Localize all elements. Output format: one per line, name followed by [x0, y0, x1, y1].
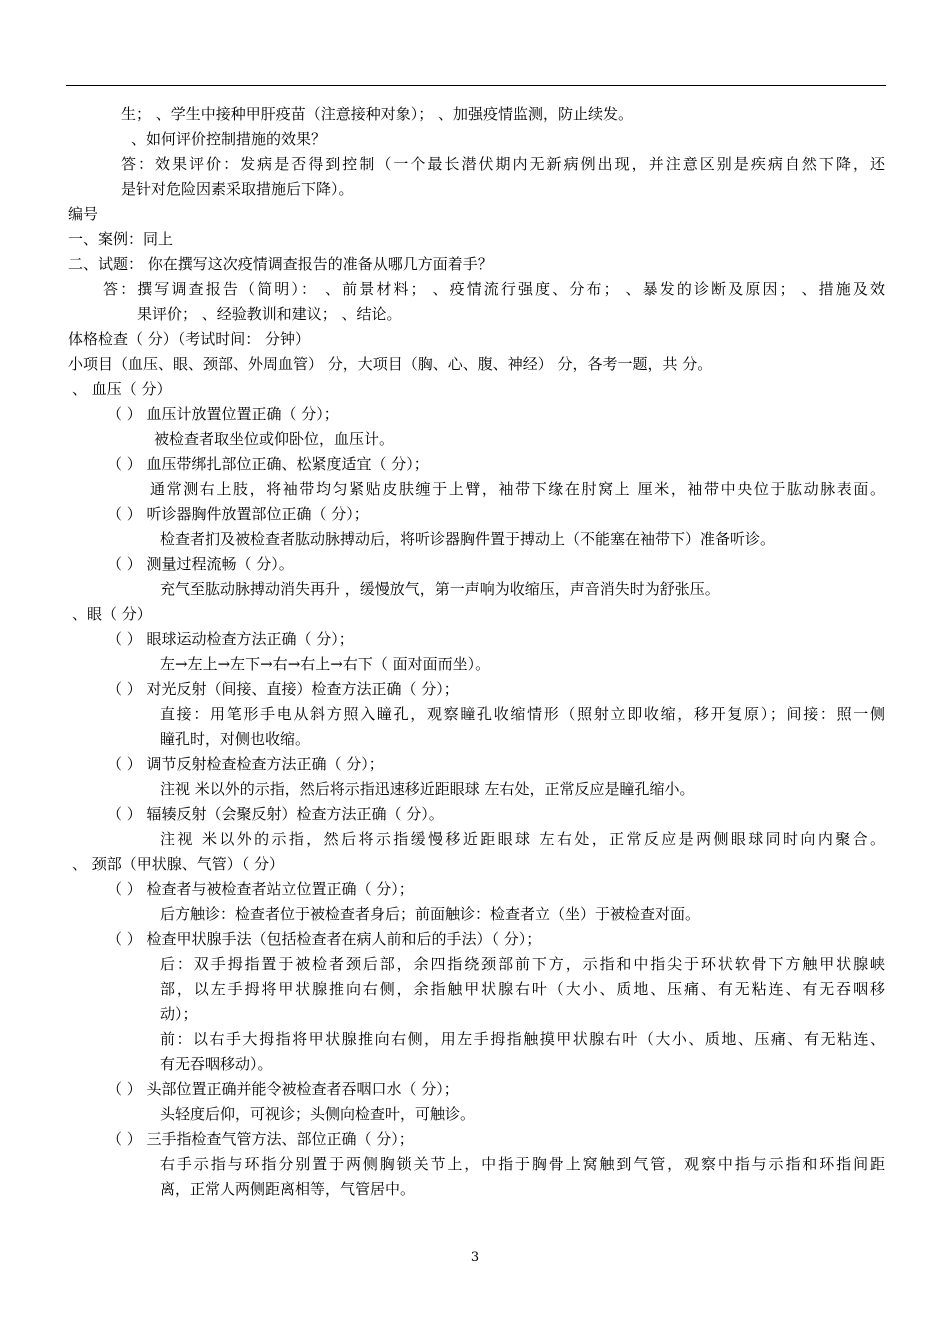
text-line: （ ） 辐辏反射（会聚反射）检查方法正确（ 分）。: [107, 805, 444, 823]
text-line: 瞳孔时，对侧也收缩。: [160, 730, 311, 748]
text-line: 充气至肱动脉搏动消失再升 ，缓慢放气，第一声响为收缩压，声音消失时为舒张压。: [160, 580, 720, 598]
text-line: 注视 米以外的示指，然后将示指迅速移近距眼球 左右处，正常反应是瞳孔缩小。: [160, 780, 695, 798]
text-line: 编号: [68, 205, 99, 223]
text-line: （ ） 血压带绑扎部位正确、松紧度适宜（ 分）；: [107, 455, 429, 473]
text-line: 直接：用笔形手电从斜方照入瞳孔，观察瞳孔收缩情形（照射立即收缩，移开复原）；间接：照一侧: [160, 705, 885, 723]
text-line: 二、试题： 你在撰写这次疫情调查报告的准备从哪几方面着手？: [68, 255, 493, 273]
text-line: 右手示指与环指分别置于两侧胸锁关节上，中指于胸骨上窝触到气管，观察中指与示指和环指间距: [160, 1155, 885, 1173]
text-line: （ ） 对光反射（间接、直接）检查方法正确（ 分）；: [107, 680, 459, 698]
text-line: 、眼（ 分）: [72, 605, 152, 623]
text-line: 后：双手拇指置于被检者颈后部，余四指绕颈部前下方，示指和中指尖于环状软骨下方触甲状腺峡: [160, 955, 885, 973]
text-line: 生； 、学生中接种甲肝疫苗（注意接种对象）； 、加强疫情监测，防止续发。: [121, 105, 634, 123]
text-line: （ ） 检查甲状腺手法（包括检查者在病人前和后的手法）（ 分）；: [107, 930, 542, 948]
text-line: 、如何评价控制措施的效果？: [131, 130, 327, 148]
text-line: 答：撰写调查报告（简明）： 、前景材料； 、疫情流行强度、分布； 、暴发的诊断及原因； 、措施及效: [103, 280, 885, 298]
text-line: 离，正常人两侧距离相等，气管居中。: [160, 1180, 416, 1198]
text-line: 是针对危险因素采取措施后下降）。: [121, 180, 354, 198]
text-line: （ ） 眼球运动检查方法正确（ 分）；: [107, 630, 354, 648]
text-line: 注视 米以外的示指，然后将示指缓慢移近距眼球 左右处，正常反应是两侧眼球同时向内聚合。: [160, 830, 885, 848]
text-line: 、 颈部（甲状腺、气管）（ 分）: [72, 855, 285, 873]
text-line: 通常测右上肢，将袖带均匀紧贴皮肤缠于上臂，袖带下缘在肘窝上 厘米，袖带中央位于肱动脉表面。: [150, 480, 885, 498]
text-line: 左→左上→左下→右→右上→右下（ 面对面而坐）。: [160, 655, 491, 673]
text-line: 小项目（血压、眼、颈部、外周血管） 分，大项目（胸、心、腹、神经） 分，各考一题，共 分。: [68, 355, 713, 373]
text-line: （ ） 血压计放置位置正确（ 分）；: [107, 405, 339, 423]
text-line: （ ） 三手指检查气管方法、部位正确（ 分）；: [107, 1130, 414, 1148]
text-line: 前：以右手大拇指将甲状腺推向右侧，用左手拇指触摸甲状腺右叶（大小、质地、压痛、有无粘连、: [160, 1030, 885, 1048]
text-line: （ ） 测量过程流畅（ 分）。: [107, 555, 294, 573]
text-line: 部，以左手拇将甲状腺推向右侧，余指触甲状腺右叶（大小、质地、压痛、有无粘连、有无吞咽移: [160, 980, 885, 998]
text-line: （ ） 检查者与被检查者站立位置正确（ 分）；: [107, 880, 414, 898]
text-line: 答：效果评价：发病是否得到控制（一个最长潜伏期内无新病例出现，并注意区别是疾病自然下降，还: [121, 155, 885, 173]
text-line: 有无吞咽移动）。: [160, 1055, 273, 1073]
text-line: 、 血压（ 分）: [72, 380, 172, 398]
header-rule: [66, 85, 886, 86]
text-line: （ ） 头部位置正确并能令被检查者吞咽口水（ 分）；: [107, 1080, 459, 1098]
text-line: 一、案例：同上: [68, 230, 174, 248]
text-line: 动）；: [160, 1005, 198, 1023]
text-line: 检查者扪及被检查者肱动脉搏动后，将听诊器胸件置于搏动上（不能塞在袖带下）准备听诊。: [160, 530, 776, 548]
page-number: 3: [470, 1250, 480, 1265]
text-line: 被检查者取坐位或仰卧位，血压计。: [154, 430, 395, 448]
text-line: 头轻度后仰，可视诊；头侧向检查叶，可触诊。: [160, 1105, 476, 1123]
text-line: （ ） 听诊器胸件放置部位正确（ 分）；: [107, 505, 369, 523]
text-line: 体格检查（ 分）（考试时间： 分钟）: [68, 330, 311, 348]
text-line: 后方触诊：检查者位于被检查者身后；前面触诊：检查者立（坐）于被检查对面。: [160, 905, 701, 923]
text-line: 果评价； 、经验教训和建议； 、结论。: [137, 305, 402, 323]
text-line: （ ） 调节反射检查检查方法正确（ 分）；: [107, 755, 384, 773]
